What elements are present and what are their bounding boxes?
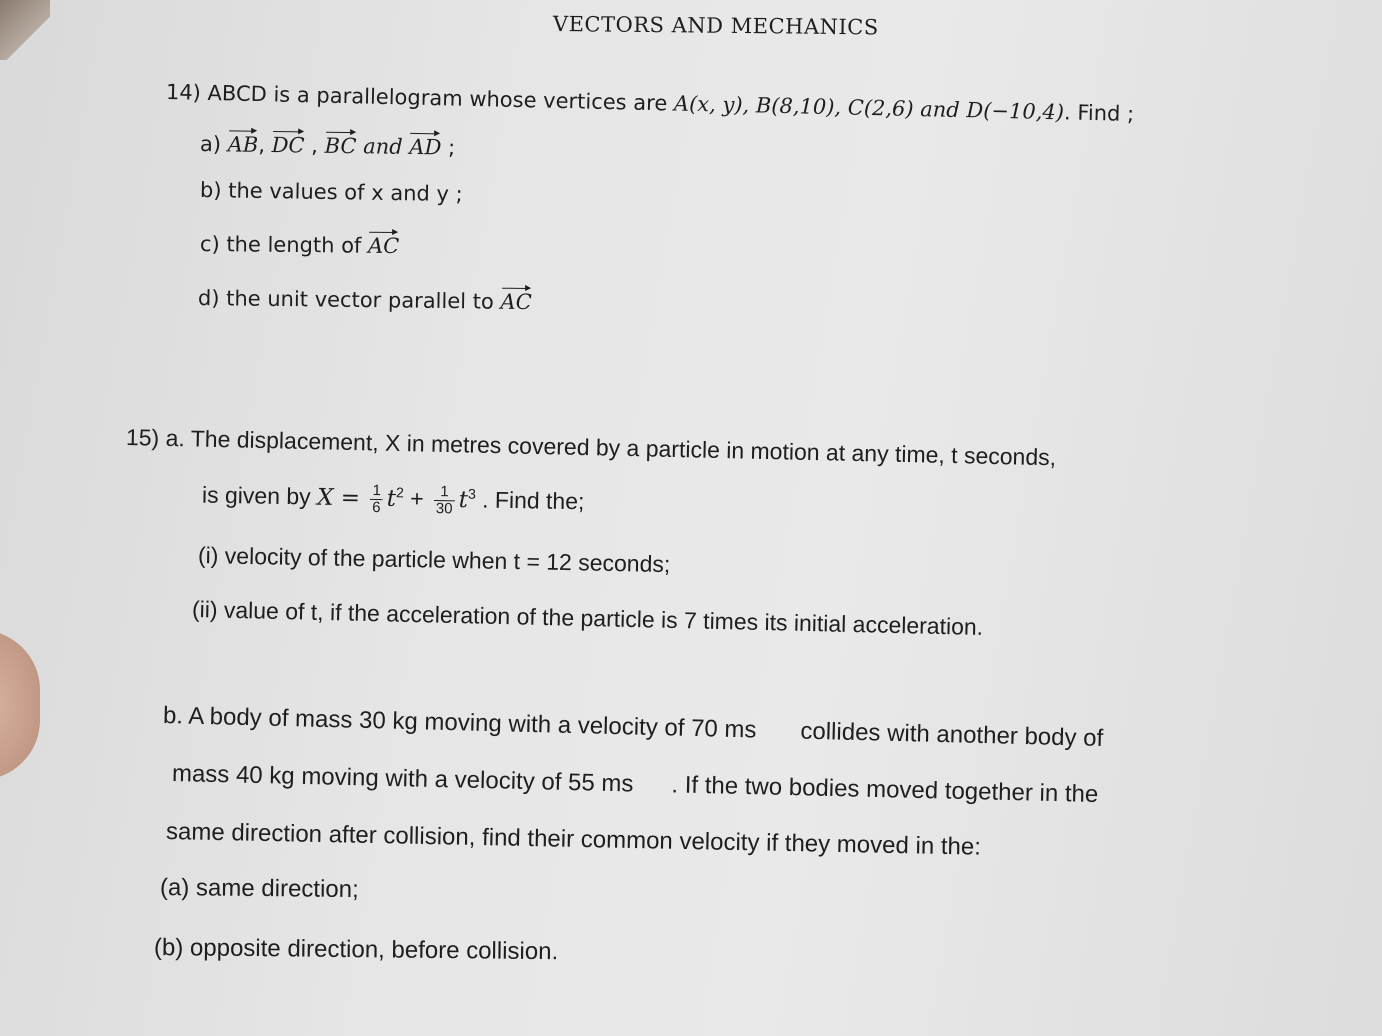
equation-t: t xyxy=(386,485,397,512)
q15a-part-ii: (ii) value of t, if the acceleration of the particle is 7 times its initial acceleration. xyxy=(191,596,984,640)
q14-part-a xyxy=(200,128,456,160)
fraction-numerator: 1 xyxy=(440,483,449,501)
equation-lhs: X = xyxy=(316,484,361,512)
vector-ad: AD xyxy=(409,131,441,159)
vector-ab: AB xyxy=(228,128,259,156)
fraction-one-sixth xyxy=(370,483,383,516)
fraction-numerator: 1 xyxy=(372,481,382,500)
vector-dc: DC xyxy=(272,129,305,157)
q15b-line3: same direction after collision, find their common velocity if they moved in the: xyxy=(165,818,982,861)
vector-ac: AC xyxy=(500,286,532,314)
vector-ac: AC xyxy=(368,230,400,258)
q15a-equation-line xyxy=(202,480,585,520)
q14-vertices: A(x, y), B(8,10), C(2,6) and D(−10,4) xyxy=(673,91,1065,125)
equation-t: t xyxy=(458,487,469,514)
q14-a-sep: , xyxy=(258,132,266,157)
fraction-one-thirtieth xyxy=(434,484,455,517)
q15a-part-i: (i) velocity of the particle when t = 12 seconds; xyxy=(197,542,671,578)
q14-intro xyxy=(166,80,1135,126)
fraction-denominator: 30 xyxy=(435,500,453,518)
q15b-line1 xyxy=(163,702,1104,753)
q15b-line2-part1: mass 40 kg moving with a velocity of 55 ms xyxy=(171,760,634,798)
q15a-given-prefix: is given by xyxy=(201,481,318,510)
q14-part-b: b) the values of x and y ; xyxy=(199,178,463,207)
q14-intro-prefix: 14) ABCD is a parallelogram whose vertices are xyxy=(165,80,675,116)
exponent: 2 xyxy=(395,484,405,501)
exponent: 3 xyxy=(467,485,476,502)
q14-a-label: a) xyxy=(199,132,222,157)
q14-a-sep: , xyxy=(304,133,319,158)
q15b-part-a: (a) same direction; xyxy=(159,874,359,904)
vector-bc: BC xyxy=(324,130,356,158)
q15b-line1-part1: b. A body of mass 30 kg moving with a velocity of 70 ms xyxy=(162,702,757,744)
q15b-line2-part2: . If the two bodies moved together in the xyxy=(671,771,1099,809)
q14-part-c xyxy=(200,228,400,258)
q15b-line1-part2: collides with another body of xyxy=(800,717,1104,752)
q14-a-and: and xyxy=(356,134,410,159)
q14-intro-suffix: . Find ; xyxy=(1063,100,1135,126)
q14-a-end: ; xyxy=(441,135,456,160)
q14-c-text: c) the length of xyxy=(199,232,369,258)
q15b-line2 xyxy=(172,760,1099,809)
q15a-intro: 15) a. The displacement, X in metres covered by a particle in motion at any time, t seconds, xyxy=(125,424,1057,471)
q14-part-d xyxy=(198,282,532,314)
q15b-part-b: (b) opposite direction, before collision. xyxy=(153,934,559,966)
equation-plus: + xyxy=(409,485,424,512)
q14-d-text: d) the unit vector parallel to xyxy=(197,286,501,314)
background-edge xyxy=(0,0,50,60)
fraction-denominator: 6 xyxy=(372,498,381,517)
finger-shadow xyxy=(0,630,40,780)
q15a-given-suffix: . Find the; xyxy=(475,486,585,515)
page-title: VECTORS AND MECHANICS xyxy=(552,12,879,40)
